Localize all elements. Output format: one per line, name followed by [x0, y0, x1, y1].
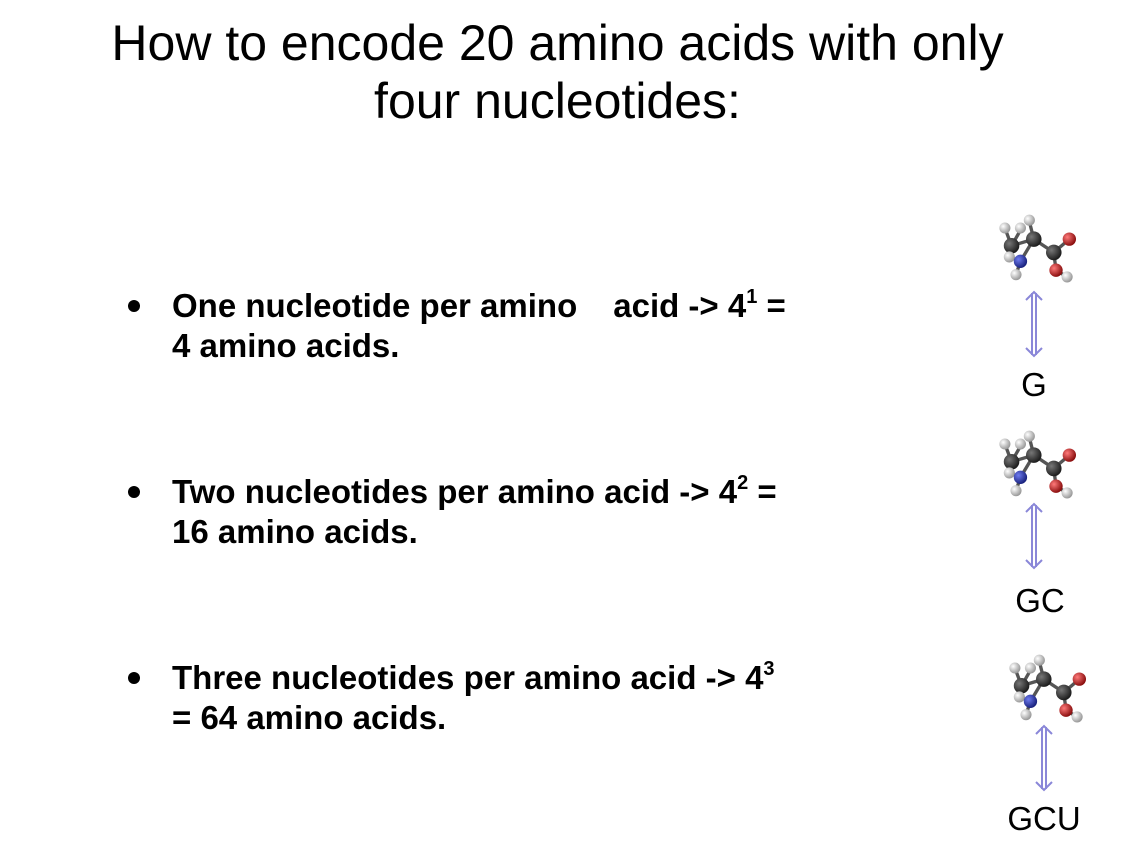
bullet-1-text-b: acid -> 4	[613, 287, 747, 324]
bullet-2-text: Two nucleotides per amino acid -> 4	[172, 473, 738, 510]
amino-acid-molecule-icon	[996, 428, 1076, 500]
bullet-3-result: = 64 amino acids.	[172, 699, 447, 736]
bullet-3-text: Three nucleotides per amino acid -> 4	[172, 659, 764, 696]
codon-label-1: G	[1021, 366, 1047, 403]
bullet-2-exponent: 2	[737, 472, 749, 494]
bullet-2-result: 16 amino acids.	[172, 513, 418, 550]
codon-label-3: GCU	[1007, 800, 1081, 837]
amino-acid-molecule-icon	[1006, 652, 1086, 724]
bullet-1-result: 4 amino acids.	[172, 327, 400, 364]
double-arrow-icon	[1022, 290, 1046, 360]
bullet-item-2	[128, 472, 958, 552]
bullet-item-3	[128, 658, 958, 738]
bullet-1-text-a: One nucleotide per amino	[172, 287, 578, 324]
double-arrow-icon	[1022, 502, 1046, 572]
title-line-2: four nucleotides:	[374, 73, 741, 129]
bullet-dot	[128, 300, 140, 312]
bullet-1-equals: =	[757, 287, 786, 324]
bullet-item-1	[128, 286, 958, 366]
amino-acid-molecule-icon	[996, 212, 1076, 284]
title-line-1: How to encode 20 amino acids with only	[111, 15, 1004, 71]
bullet-3-exponent: 3	[763, 658, 775, 680]
codon-label-2: GC	[1015, 582, 1065, 619]
double-arrow-icon	[1032, 724, 1056, 794]
bullet-1-exponent: 1	[746, 286, 758, 308]
bullet-2-equals: =	[748, 473, 777, 510]
bullet-dot	[128, 672, 140, 684]
bullet-dot	[128, 486, 140, 498]
slide-title	[0, 14, 1115, 130]
